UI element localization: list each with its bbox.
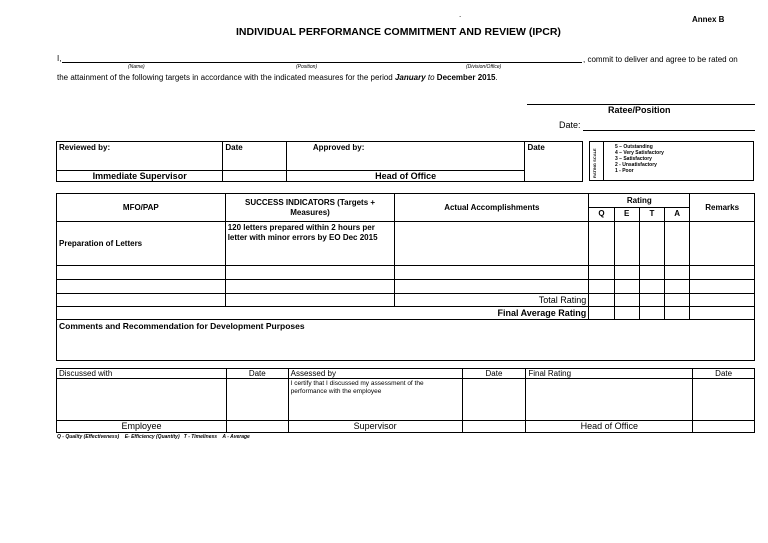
q-header: Q [589, 208, 614, 222]
empty-cell [639, 307, 664, 320]
footnote: Q - Quality (Effectiveness) E- Efficiency (Quantity) T - Timeliness A - Average [57, 434, 250, 440]
empty-cell [665, 307, 690, 320]
employee-label: Employee [57, 421, 227, 433]
approved-cell [286, 142, 525, 171]
rating-scale-label: RATING SCALE [592, 148, 597, 178]
discussed-with-label: Discussed with [57, 369, 227, 379]
scale-item: 4 – Very Satisfactory [615, 150, 664, 156]
date-b-cell [462, 379, 526, 421]
reviewed-by-label: Reviewed by: [57, 142, 223, 171]
empty-cell [225, 294, 395, 307]
empty-cell [462, 421, 526, 433]
name-position-line [62, 62, 582, 63]
empty-cell [614, 280, 639, 294]
empty-cell [665, 266, 690, 280]
empty-cell [690, 307, 755, 320]
total-rating-label: Total Rating [395, 294, 589, 307]
review-table [56, 141, 583, 182]
e-cell [614, 222, 639, 266]
a-cell [665, 222, 690, 266]
empty-cell [589, 294, 614, 307]
commit-line2 [57, 73, 498, 82]
performance-table [56, 193, 755, 361]
empty-cell [395, 266, 589, 280]
stray-dot: . [459, 10, 462, 19]
empty-cell [690, 266, 755, 280]
empty-cell [665, 280, 690, 294]
t-cell [639, 222, 664, 266]
certify-text: I certify that I discussed my assessment of the performance with the employee [288, 379, 462, 421]
q-cell [589, 222, 614, 266]
period-end: December 2015 [436, 73, 496, 82]
approve-date-value [525, 171, 583, 182]
period-to: to [425, 73, 437, 82]
scale-item: 5 – Outstanding [615, 144, 653, 150]
signature-table [56, 368, 755, 433]
empty-cell [57, 307, 226, 320]
empty-cell [225, 307, 395, 320]
indicator-cell: 120 letters prepared within 2 hours per letter with minor errors by EO Dec 2015 [225, 222, 395, 266]
review-date-label: Date [223, 142, 286, 171]
empty-cell [690, 294, 755, 307]
t-header: T [639, 208, 664, 222]
empty-cell [614, 307, 639, 320]
approved-by-label: Approved by: [312, 143, 365, 152]
empty-cell [589, 266, 614, 280]
page-title: INDIVIDUAL PERFORMANCE COMMITMENT AND REVIEW (IPCR) [236, 26, 561, 38]
final-average-label: Final Average Rating [395, 307, 589, 320]
division-caption: (Division/Office) [466, 64, 502, 70]
empty-cell [614, 294, 639, 307]
annex-label: Annex B [692, 15, 725, 24]
date-a-cell [226, 379, 288, 421]
head-of-office-label: Head of Office [286, 171, 525, 182]
mfo-cell: Preparation of Letters [57, 222, 226, 266]
mfo-header: MFO/PAP [57, 194, 226, 222]
actual-cell [395, 222, 589, 266]
supervisor-label: Supervisor [288, 421, 462, 433]
empty-cell [639, 280, 664, 294]
commit-line2-end: . [495, 73, 498, 82]
date-c-label: Date [693, 369, 755, 379]
empty-cell [693, 421, 755, 433]
empty-cell [589, 307, 614, 320]
rating-header: Rating [589, 194, 690, 208]
commit-prefix: I, [57, 54, 62, 63]
date-a-label: Date [226, 369, 288, 379]
date-c-cell [693, 379, 755, 421]
empty-cell [57, 280, 226, 294]
empty-cell [57, 294, 226, 307]
review-date-value [223, 171, 286, 182]
empty-cell [690, 280, 755, 294]
assessed-by-label: Assessed by [288, 369, 462, 379]
empty-cell [639, 294, 664, 307]
head-label: Head of Office [526, 421, 693, 433]
empty-cell [589, 280, 614, 294]
empty-cell [57, 266, 226, 280]
scale-item: 1 - Poor [615, 168, 634, 174]
remarks-header: Remarks [690, 194, 755, 222]
rating-scale-list [615, 144, 664, 174]
rating-scale-divider [603, 142, 604, 180]
period-start: January [394, 73, 426, 82]
date-b-label: Date [462, 369, 526, 379]
a-header: A [665, 208, 690, 222]
date-label: Date: [559, 120, 581, 130]
approve-date-label: Date [525, 142, 583, 171]
ratee-label: Ratee/Position [608, 105, 671, 115]
date-line [583, 130, 755, 131]
remarks-cell [690, 222, 755, 266]
final-rating-label: Final Rating [526, 369, 693, 379]
name-caption: (Name) [128, 64, 145, 70]
commit-line2-text: the attainment of the following targets in accordance with the indicated measures for the period [57, 73, 395, 82]
empty-cell [225, 280, 395, 294]
empty-cell [226, 421, 288, 433]
success-indicators-header: SUCCESS INDICATORS (Targets + Measures) [225, 194, 395, 222]
scale-item: 2 - Unsatisfactory [615, 162, 657, 168]
scale-item: 3 – Satisfactory [615, 156, 652, 162]
actual-accomplishments-header: Actual Accomplishments [395, 194, 589, 222]
commit-suffix: , commit to deliver and agree to be rated on [583, 55, 738, 64]
rating-scale-box [589, 141, 754, 181]
final-rating-cell [526, 379, 693, 421]
empty-cell [395, 280, 589, 294]
empty-cell [614, 266, 639, 280]
employee-sign-cell [57, 379, 227, 421]
empty-cell [225, 266, 395, 280]
immediate-supervisor-label: Immediate Supervisor [57, 171, 223, 182]
comments-section: Comments and Recommendation for Development Purposes [57, 320, 755, 361]
position-caption: (Position) [296, 64, 318, 70]
empty-cell [665, 294, 690, 307]
empty-cell [639, 266, 664, 280]
e-header: E [614, 208, 639, 222]
